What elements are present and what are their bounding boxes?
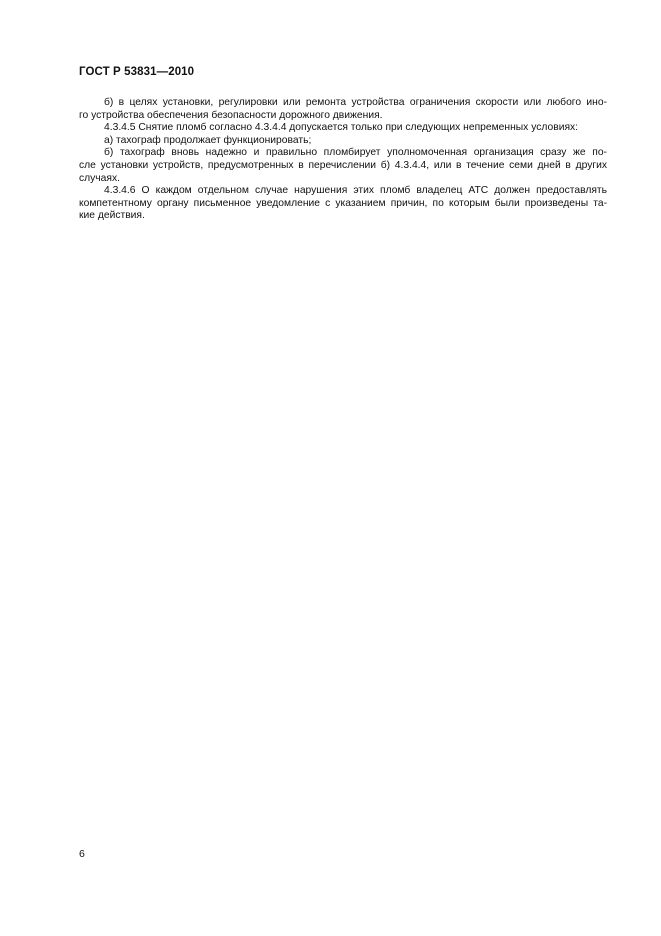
paragraph-line: случаях. — [79, 172, 120, 184]
paragraph-item-b-resealing — [79, 147, 607, 185]
paragraph-item-a — [79, 135, 607, 148]
document-body — [79, 97, 607, 223]
page-header: ГОСТ Р 53831—2010 — [79, 66, 195, 78]
paragraph-line: 4.3.4.6 О каждом отдельном случае нарушения этих пломб владелец АТС должен предоставлять — [104, 185, 607, 197]
paragraph-4-3-4-6 — [79, 185, 607, 223]
paragraph-line: б) тахограф вновь надежно и правильно пломбирует уполномоченная организация сразу же по- — [104, 147, 607, 159]
paragraph-line: компетентному органу письменное уведомление с указанием причин, по которым были произведены та- — [79, 197, 607, 209]
page-number: 6 — [79, 848, 85, 860]
paragraph-line: го устройства обеспечения безопасности дорожного движения. — [79, 109, 383, 121]
paragraph-line: сле установки устройств, предусмотренных в перечислении б) 4.3.4.4, или в течение семи дней в других — [79, 159, 607, 171]
paragraph-line: 4.3.4.5 Снятие пломб согласно 4.3.4.4 допускается только при следующих непременных условиях: — [104, 122, 579, 134]
paragraph-item-b-purpose — [79, 97, 607, 122]
paragraph-line: а) тахограф продолжает функционировать; — [104, 134, 312, 146]
paragraph-line: кие действия. — [79, 210, 145, 222]
paragraph-4-3-4-5 — [79, 122, 607, 135]
paragraph-line: б) в целях установки, регулировки или ремонта устройства ограничения скорости или любого ино- — [104, 97, 607, 108]
